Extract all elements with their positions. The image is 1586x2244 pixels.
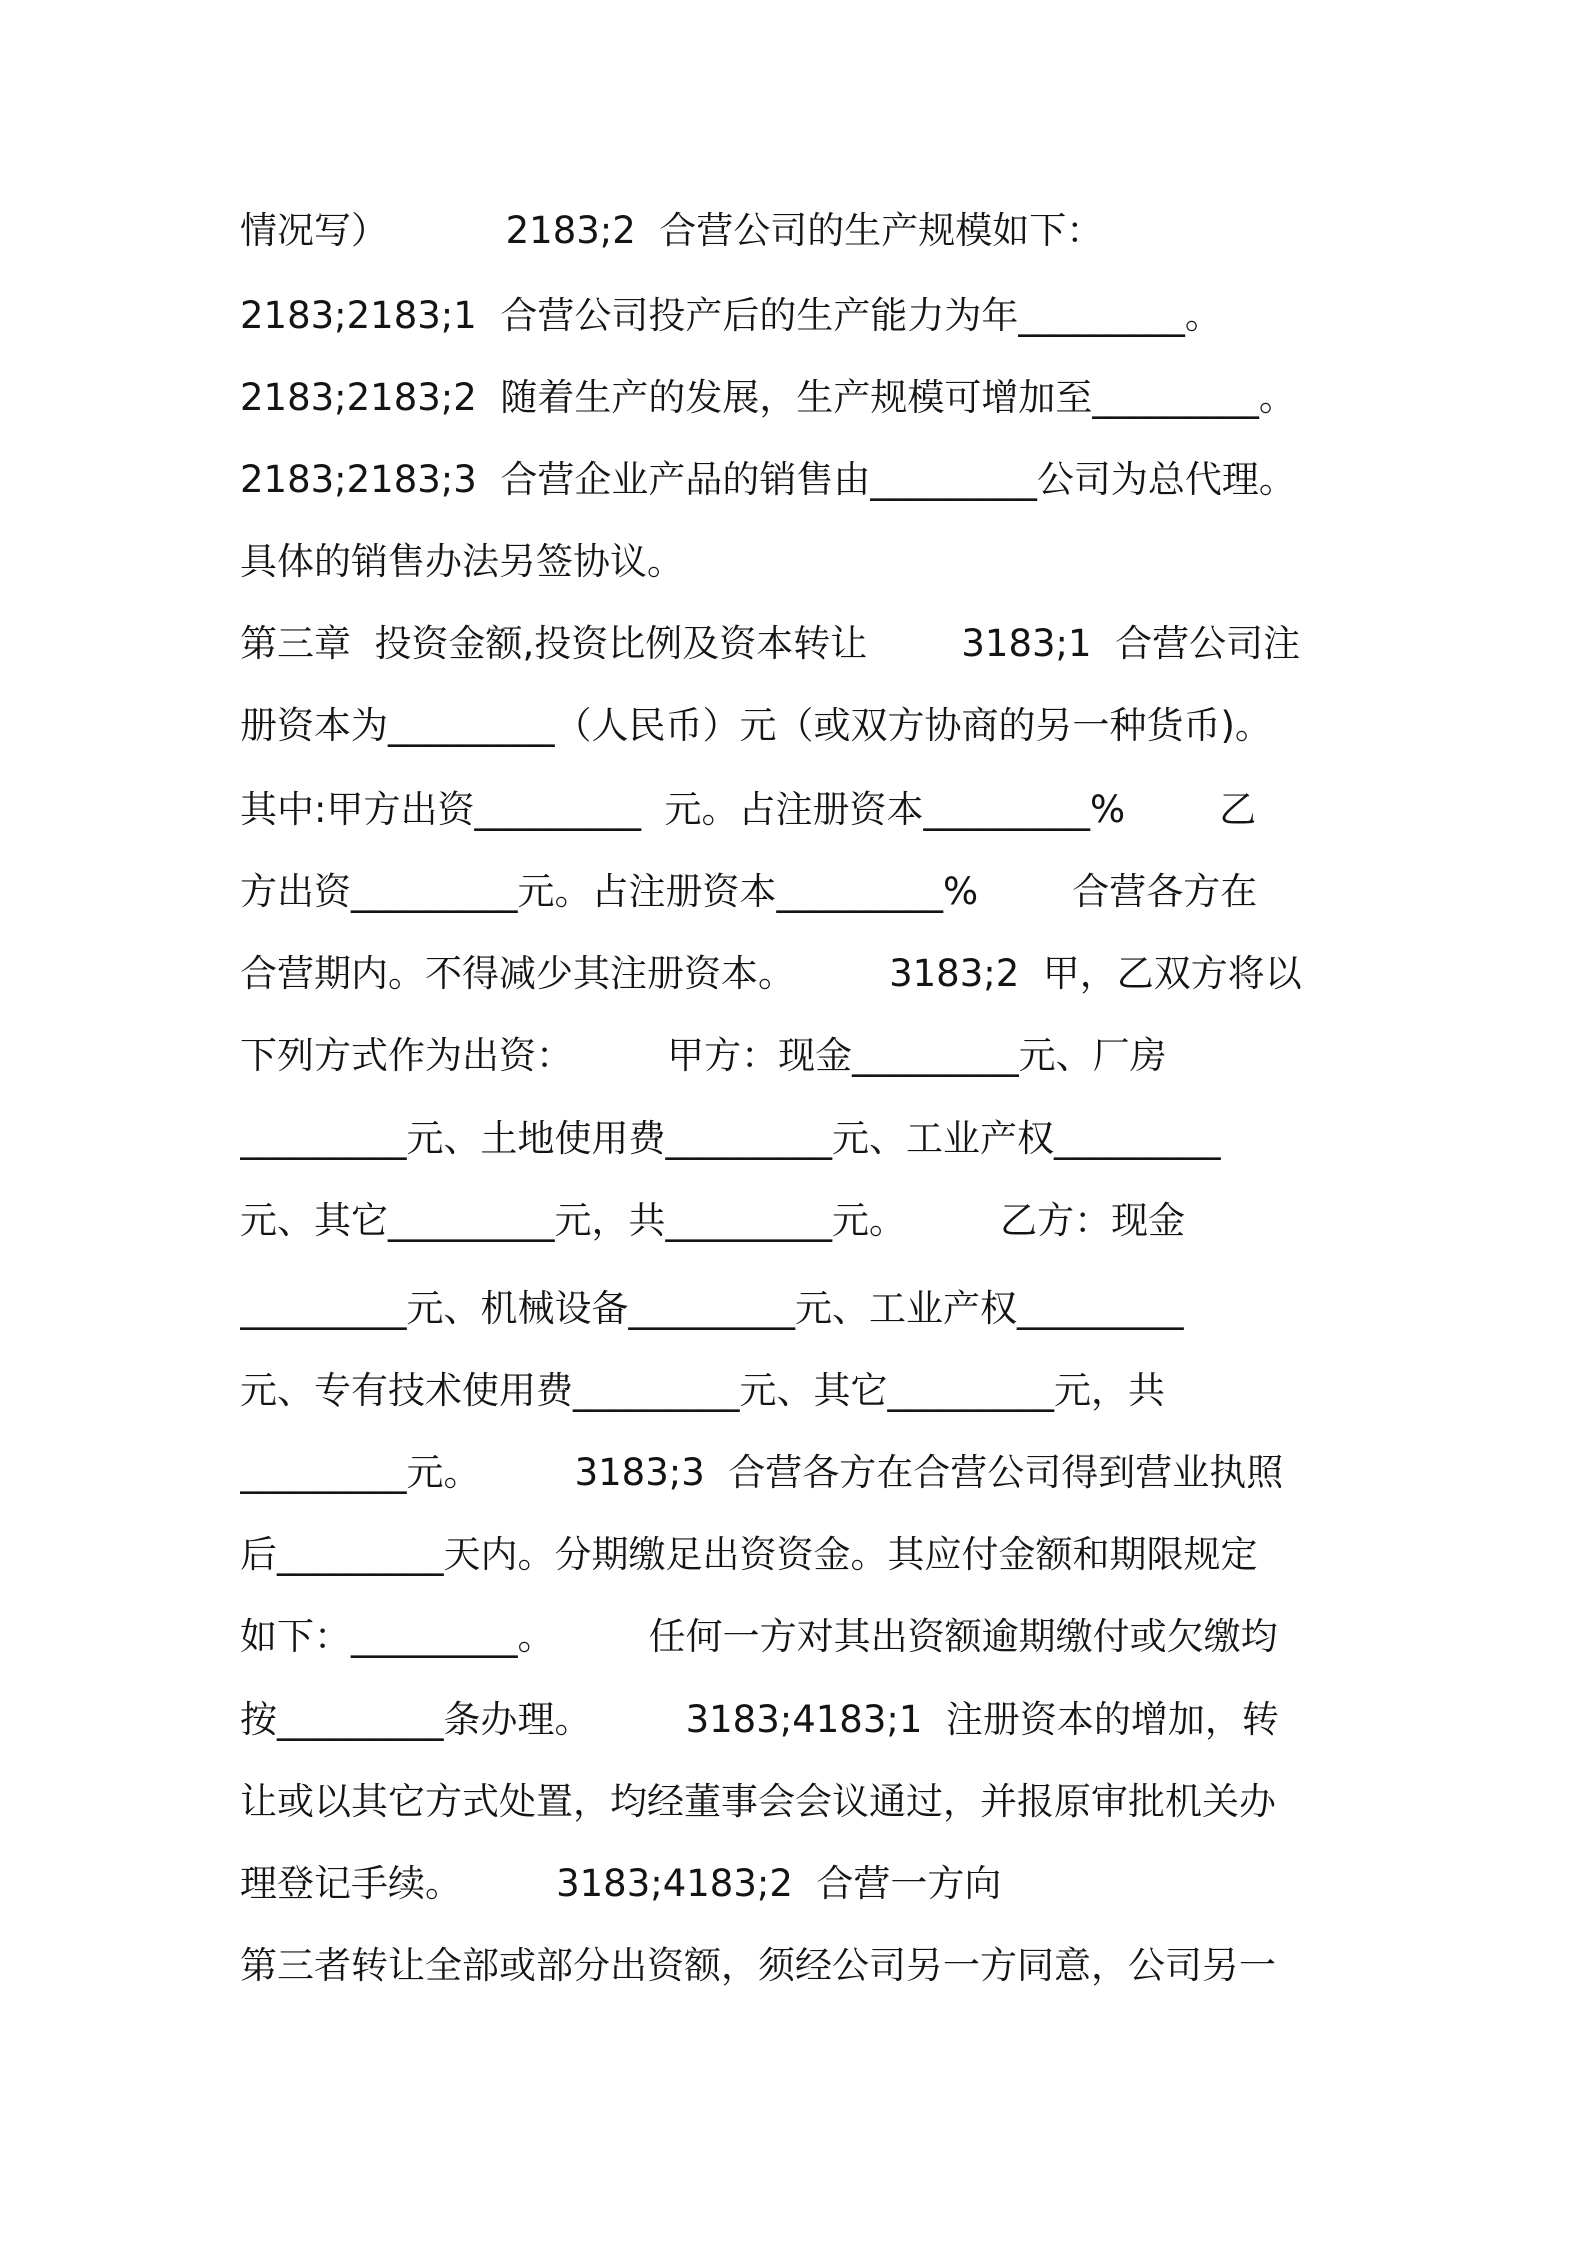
- text-line: 如下：_________。 任何一方对其出资额逾期缴付或欠缴均: [240, 1615, 1278, 1658]
- text-line: _________元、机械设备_________元、工业产权_________: [240, 1287, 1184, 1330]
- text-line: 2183;2183;1 合营公司投产后的生产能力为年_________。: [240, 294, 1222, 337]
- text-line: 合营期内。不得减少其注册资本。 3183;2 甲，乙双方将以: [240, 952, 1302, 995]
- text-line: 下列方式作为出资： 甲方：现金_________元、厂房: [240, 1034, 1167, 1077]
- text-line: 后_________天内。分期缴足出资资金。其应付金额和期限规定: [240, 1533, 1258, 1576]
- text-line: 册资本为_________（人民币）元（或双方协商的另一种货币)。: [240, 704, 1272, 747]
- text-line: 元、专有技术使用费_________元、其它_________元，共: [240, 1369, 1165, 1412]
- text-line: _________元。 3183;3 合营各方在合营公司得到营业执照: [240, 1451, 1284, 1494]
- text-line: 让或以其它方式处置，均经董事会会议通过，并报原审批机关办: [240, 1780, 1276, 1823]
- text-line: 方出资_________元。占注册资本_________% 合营各方在: [240, 870, 1258, 913]
- text-line: 元、其它_________元，共_________元。 乙方：现金: [240, 1199, 1186, 1242]
- text-line: 第三者转让全部或部分出资额，须经公司另一方同意，公司另一: [240, 1944, 1276, 1987]
- text-line: 情况写） 2183;2 合营公司的生产规模如下：: [240, 209, 1104, 252]
- text-line: _________元、土地使用费_________元、工业产权_________: [240, 1117, 1221, 1160]
- text-line: 2183;2183;2 随着生产的发展，生产规模可增加至_________。: [240, 376, 1296, 419]
- text-line: 其中:甲方出资_________ 元。占注册资本_________% 乙: [240, 788, 1257, 831]
- text-line: 具体的销售办法另签协议。: [240, 540, 684, 583]
- chapter-heading-line: 第三章 投资金额,投资比例及资本转让 3183;1 合营公司注: [240, 622, 1301, 665]
- text-line: 理登记手续。 3183;4183;2 合营一方向: [240, 1862, 1002, 1905]
- text-line: 2183;2183;3 合营企业产品的销售由_________公司为总代理。: [240, 458, 1296, 501]
- text-line: 按_________条办理。 3183;4183;1 注册资本的增加，转: [240, 1698, 1279, 1741]
